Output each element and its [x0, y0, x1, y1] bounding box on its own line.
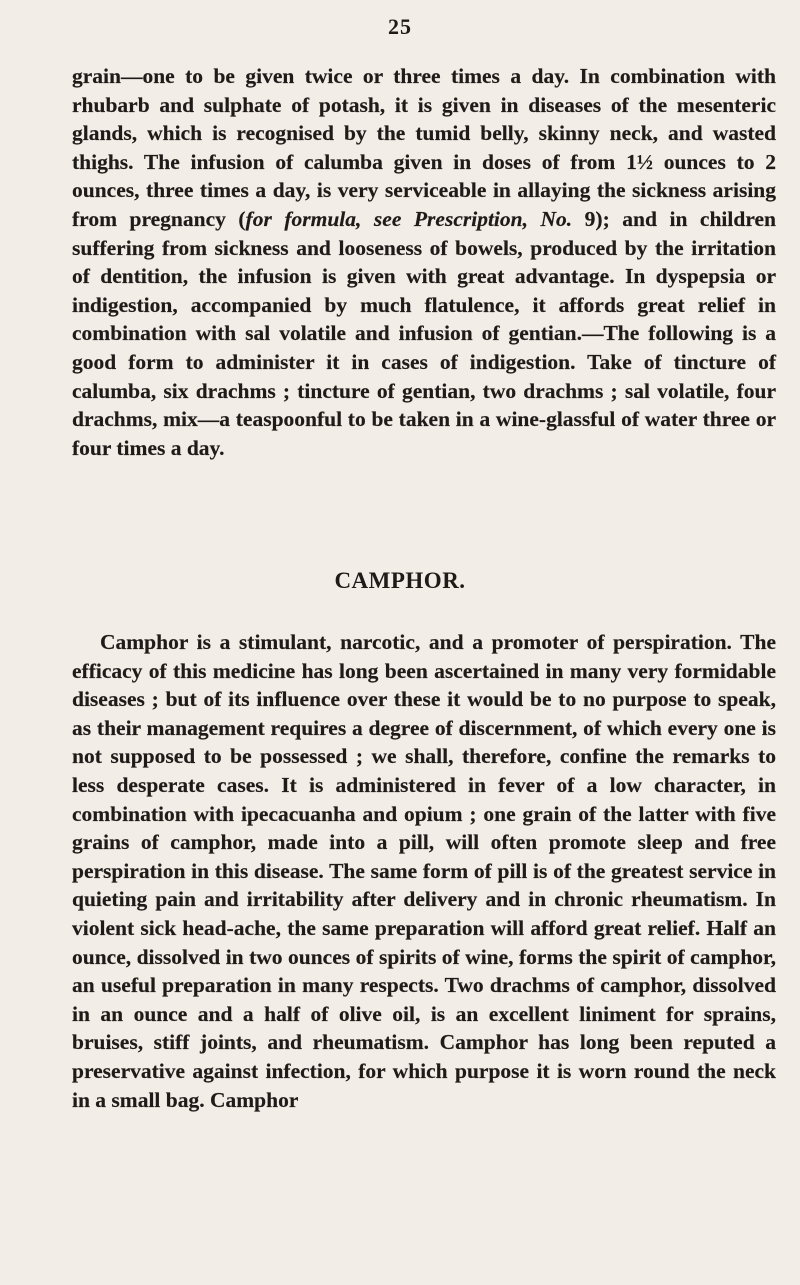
paragraph-calumba-part-b: 9); and in children suffering from sickness and looseness of bowels, produced by the irritation of dentition, the infusion is given with great advantage. In dyspepsia or indigestion, accompanied by much flatulence, it affords great relief in combination with sal volatile and infusion of gentian.—The following is a good form to administer it in cases of indigestion. Take of tincture of calumba, six drachms ; tincture of gentian, two drachms ; sal volatile, four drachms, mix—a teaspoonful to be taken in a wine-glassful of water three or four times a day.	[72, 206, 776, 460]
paragraph-calumba	[72, 62, 776, 462]
paragraph-camphor-text: Camphor is a stimulant, narcotic, and a promoter of perspiration. The efficacy of this medicine has long been ascertained in many very formidable diseases ; but of its influence over these it would be to no purpose to speak, as their management requires a degree of discernment, of which every one is not supposed to be possessed ; we shall, therefore, confine the remarks to less desperate cases. It is administered in fever of a low character, in combination with ipecacuanha and opium ; one grain of the latter with five grains of camphor, made into a pill, will often promote sleep and free perspiration in this disease. The same form of pill is of the greatest service in quieting pain and irritability after delivery and in chronic rheumatism. In violent sick head-ache, the same preparation will afford great relief. Half an ounce, dissolved in two ounces of spirits of wine, forms the spirit of camphor, an useful preparation in many respects. Two drachms of camphor, dissolved in an ounce and a half of olive oil, is an excellent liniment for sprains, bruises, stiff joints, and rheumatism. Camphor has long been reputed a preservative against infection, for which purpose it is worn round the neck in a small bag. Camphor	[72, 630, 776, 1112]
prescription-reference: for formula, see Prescription, No.	[245, 206, 573, 231]
paragraph-calumba-text	[72, 62, 776, 462]
paragraph-calumba-part-a: grain—one to be given twice or three times a day. In combination with rhubarb and sulphate of potash, it is given in diseases of the mesenteric glands, which is recognised by the tumid belly, skinny neck, and wasted thighs. The infusion of calumba given in doses of from 1½ ounces to 2 ounces, three times a day, is very serviceable in allaying the sickness arising from pregnancy (	[72, 64, 776, 231]
page-number: 25	[388, 14, 412, 39]
section-heading-camphor: CAMPHOR.	[334, 568, 466, 593]
paragraph-camphor	[72, 628, 776, 1114]
